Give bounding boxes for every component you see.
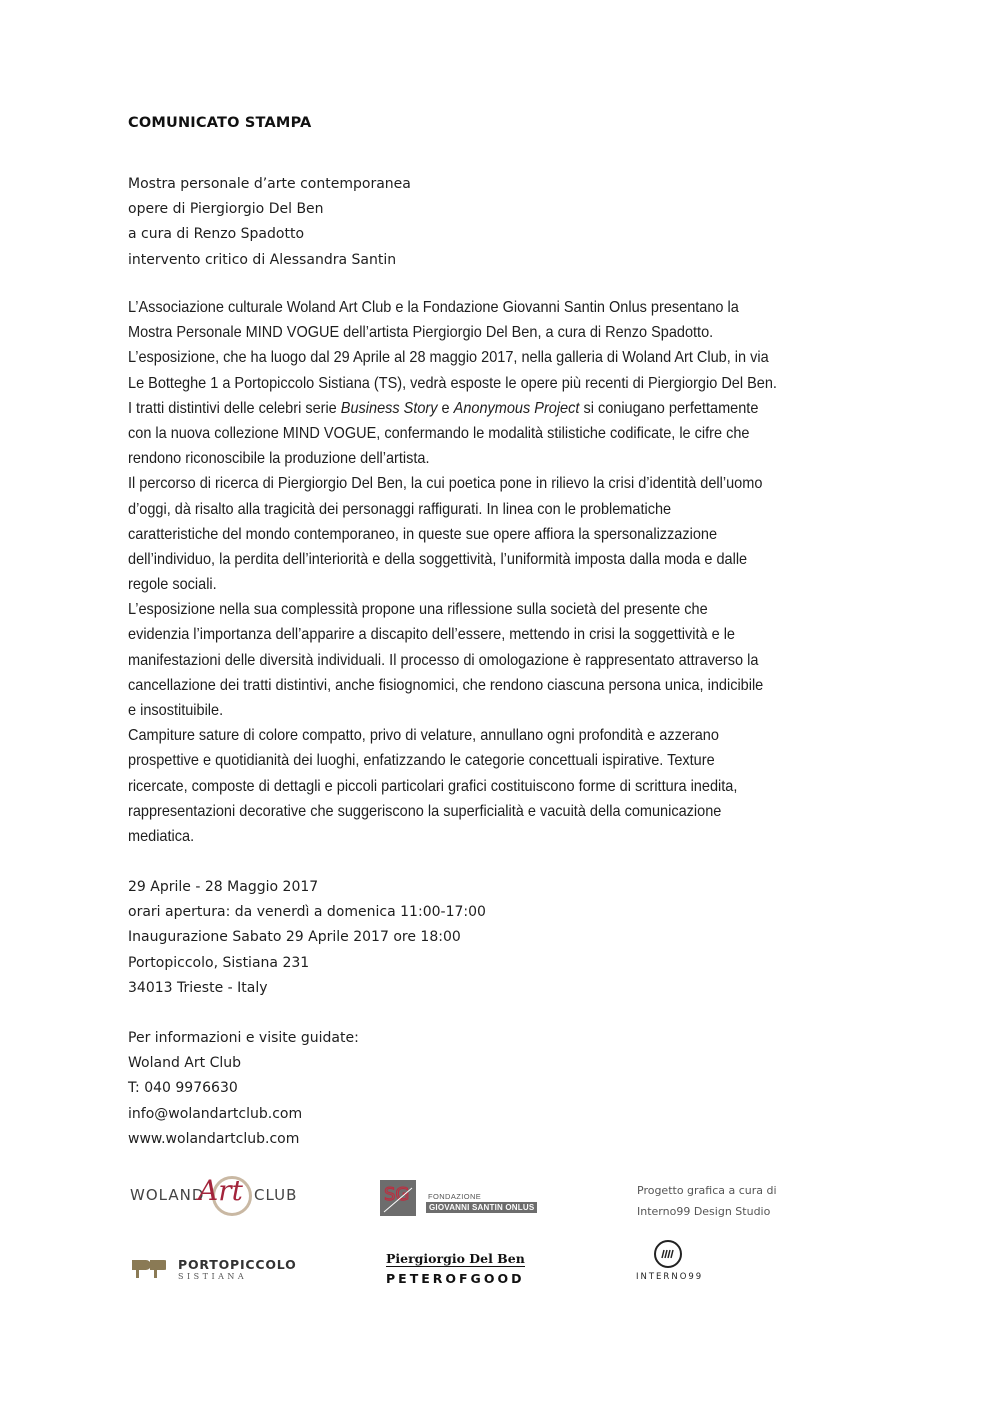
body-line: e insostituibile. — [128, 702, 224, 719]
summary-line: a cura di Renzo Spadotto — [128, 225, 305, 243]
contact-phone: T: 040 9976630 — [128, 1079, 238, 1097]
exhibition-summary — [128, 171, 888, 272]
body-line: ricercate, composte di dettagli e piccoli particolari grafici costituiscono forme di scrittura inedita, — [128, 777, 738, 795]
peterofgood-logo — [386, 1250, 546, 1284]
woland-logo-script-text: Art — [198, 1174, 243, 1207]
body-line: cancellazione dei tratti distintivi, anche fisiognomici, che rendono ciascuna persona unica, indicibile — [128, 676, 764, 694]
peterofgood-artist: Piergiorgio Del Ben — [386, 1251, 525, 1266]
woland-art-club-logo — [130, 1172, 310, 1222]
body-line: L’Associazione culturale Woland Art Club e la Fondazione Giovanni Santin Onlus presentano la — [128, 299, 739, 316]
body-line: L’esposizione nella sua complessità propone una riflessione sulla società del presente che — [128, 601, 708, 619]
body-line: evidenzia l’importanza dell’apparire a discapito dell’essere, mettendo in crisi la soggettività e le — [128, 626, 735, 644]
portopiccolo-logo — [130, 1255, 300, 1285]
body-line: I tratti distintivi delle celebri serie Business Story e Anonymous Project si coniugano perfettamente — [128, 399, 759, 417]
woland-logo-left-text: WOLAND — [130, 1186, 205, 1204]
fondazione-santin-logo — [380, 1176, 540, 1220]
body-line: d’oggi, dà risalto alla tragicità dei personaggi raffigurati. In linea con le problematiche — [128, 500, 672, 518]
summary-line: Mostra personale d’arte contemporanea — [128, 175, 411, 192]
body-text — [128, 295, 888, 849]
interno99-logo — [636, 1238, 716, 1284]
summary-line: opere di Piergiorgio Del Ben — [128, 200, 324, 218]
contact-website[interactable]: www.wolandartclub.com — [128, 1129, 300, 1147]
series-title-anonymous-project: Anonymous Project — [453, 399, 580, 417]
series-title-business-story: Business Story — [340, 399, 438, 417]
body-line: Il percorso di ricerca di Piergiorgio Del Ben, la cui poetica pone in rilievo la crisi d’identità dell’uomo — [128, 475, 763, 493]
summary-line: intervento critico di Alessandra Santin — [128, 250, 397, 268]
body-line: prospettive e quotidianità dei luoghi, enfatizzando le categorie concettuali ispirative. Texture — [128, 752, 715, 770]
portopiccolo-sub: SISTIANA — [178, 1272, 248, 1281]
interno99-circle-icon — [654, 1240, 682, 1268]
body-line: manifestazioni delle diversità individuali. Il processo di omologazione è rappresentato attraverso la — [128, 651, 759, 669]
contact-email[interactable]: info@wolandartclub.com — [128, 1104, 303, 1122]
portopiccolo-mark-icon — [130, 1258, 166, 1280]
santin-logo-line2: GIOVANNI SANTIN ONLUS — [426, 1202, 537, 1213]
body-line: Campiture sature di colore compatto, privo di velature, annullano ogni profondità e azzerano — [128, 727, 719, 745]
contact-org: Woland Art Club — [128, 1054, 242, 1072]
body-line: mediatica. — [128, 827, 195, 845]
contact-heading: Per informazioni e visite guidate: — [128, 1029, 359, 1046]
santin-mark-icon: SG — [380, 1180, 416, 1216]
santin-logo-line1: FONDAZIONE — [428, 1192, 482, 1201]
santin-diagonal-icon — [380, 1180, 416, 1216]
portopiccolo-name: PORTOPICCOLO — [178, 1257, 297, 1272]
contact-info — [128, 1025, 888, 1151]
interno99-name: INTERNO99 — [636, 1272, 704, 1282]
body-line: caratteristiche del mondo contemporaneo, in queste sue opere affiora la spersonalizzazione — [128, 525, 718, 543]
body-line: Le Botteghe 1 a Portopiccolo Sistiana (TS), vedrà esposte le opere più recenti di Piergiorgio Del Ben. — [128, 374, 777, 392]
peterofgood-brand: PETEROFGOOD — [386, 1271, 525, 1286]
address-line: Portopiccolo, Sistiana 231 — [128, 953, 310, 971]
body-line: rendono riconoscibile la produzione dell’artista. — [128, 450, 430, 468]
body-line: con la nuova collezione MIND VOGUE, confermando le modalità stilistiche codificate, le cifre che — [128, 424, 750, 442]
credits-line1: Progetto grafica a cura di — [637, 1184, 777, 1197]
body-line: L’esposizione, che ha luogo dal 29 Aprile al 28 maggio 2017, nella galleria di Woland Art Club, in via — [128, 349, 769, 367]
design-credits — [637, 1180, 777, 1222]
body-line: regole sociali. — [128, 576, 217, 594]
inauguration: Inaugurazione Sabato 29 Aprile 2017 ore 18:00 — [128, 928, 461, 946]
interno99-stripes-icon — [656, 1242, 680, 1266]
body-line: Mostra Personale MIND VOGUE dell’artista Piergiorgio Del Ben, a cura di Renzo Spadotto. — [128, 324, 714, 342]
event-dates: 29 Aprile - 28 Maggio 2017 — [128, 878, 319, 895]
body-line: dell’individuo, la perdita dell’interiorità e della soggettività, l’uniformità imposta dalla moda e dalle — [128, 550, 748, 568]
body-line: rappresentazioni decorative che suggeriscono la superficialità e vacuità della comunicazione — [128, 802, 722, 820]
opening-hours: orari apertura: da venerdì a domenica 11:00-17:00 — [128, 903, 486, 921]
woland-logo-right-text: CLUB — [254, 1186, 298, 1204]
credits-line2: Interno99 Design Studio — [637, 1205, 771, 1218]
address-line: 34013 Trieste - Italy — [128, 978, 268, 996]
page-title: COMUNICATO STAMPA — [128, 115, 312, 131]
event-details — [128, 874, 888, 1000]
